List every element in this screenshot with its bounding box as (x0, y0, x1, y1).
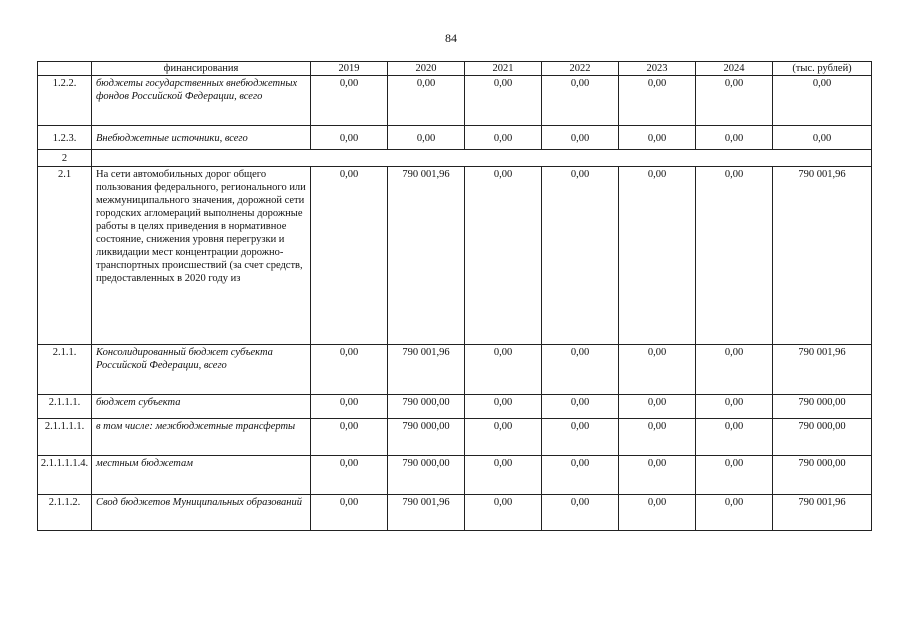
row-value-2020: 790 001,96 (388, 345, 465, 395)
row-value-2021: 0,00 (465, 456, 542, 495)
row-code: 1.2.2. (38, 76, 92, 126)
row-code: 2.1.1.2. (38, 495, 92, 531)
section-body (92, 150, 872, 167)
row-value-2024: 0,00 (696, 167, 773, 345)
header-source: финансирования (92, 62, 311, 76)
section-row (38, 150, 872, 167)
budget-table (37, 61, 872, 531)
row-value-2023: 0,00 (619, 345, 696, 395)
row-value-2024: 0,00 (696, 345, 773, 395)
row-value-2020: 790 000,00 (388, 456, 465, 495)
row-value-2022: 0,00 (542, 395, 619, 419)
header-year-2021: 2021 (465, 62, 542, 76)
row-name: бюджет субъекта (92, 395, 311, 419)
row-name: в том числе: межбюджетные трансферты (92, 419, 311, 456)
row-name: местным бюджетам (92, 456, 311, 495)
header-year-2024: 2024 (696, 62, 773, 76)
row-value-2020: 790 001,96 (388, 167, 465, 345)
table-row (38, 345, 872, 395)
table-row (38, 456, 872, 495)
header-year-2019: 2019 (311, 62, 388, 76)
row-value-2022: 0,00 (542, 456, 619, 495)
table-header-row (38, 62, 872, 76)
row-value-2021: 0,00 (465, 76, 542, 126)
row-total: 790 001,96 (773, 345, 872, 395)
row-value-2020: 0,00 (388, 126, 465, 150)
header-total: (тыс. рублей) (773, 62, 872, 76)
row-value-2019: 0,00 (311, 126, 388, 150)
row-total: 790 000,00 (773, 456, 872, 495)
row-value-2021: 0,00 (465, 495, 542, 531)
row-value-2024: 0,00 (696, 395, 773, 419)
row-name: Консолидированный бюджет субъекта Российской Федерации, всего (92, 345, 311, 395)
table-row (38, 419, 872, 456)
row-value-2024: 0,00 (696, 76, 773, 126)
row-value-2023: 0,00 (619, 167, 696, 345)
row-value-2022: 0,00 (542, 495, 619, 531)
table-row (38, 167, 872, 345)
row-name: Внебюджетные источники, всего (92, 126, 311, 150)
row-value-2020: 0,00 (388, 76, 465, 126)
row-value-2023: 0,00 (619, 456, 696, 495)
row-value-2024: 0,00 (696, 495, 773, 531)
row-value-2023: 0,00 (619, 395, 696, 419)
row-value-2022: 0,00 (542, 76, 619, 126)
section-code: 2 (38, 150, 92, 167)
row-total: 790 001,96 (773, 495, 872, 531)
row-name-text: На сети автомобильных дорог общего пользования федерального, регионального или межмуниципального значения, дорожной сети городских агломераций выполнены дорожные работы в целях приведения в нормативное состояние, снижения уровня перегрузки и ликвидации мест концентрации дорожно-транспортных происшествий (за счет средств, предоставленных в 2020 году из (96, 169, 306, 284)
row-value-2020: 790 000,00 (388, 419, 465, 456)
row-value-2021: 0,00 (465, 345, 542, 395)
row-name: бюджеты государственных внебюджетных фондов Российской Федерации, всего (92, 76, 311, 126)
row-code: 2.1.1.1. (38, 395, 92, 419)
row-total: 790 001,96 (773, 167, 872, 345)
header-code (38, 62, 92, 76)
row-code: 2.1.1. (38, 345, 92, 395)
row-value-2019: 0,00 (311, 419, 388, 456)
row-code: 1.2.3. (38, 126, 92, 150)
row-value-2022: 0,00 (542, 167, 619, 345)
row-total: 790 000,00 (773, 419, 872, 456)
row-value-2019: 0,00 (311, 76, 388, 126)
page-number: 84 (445, 31, 457, 45)
row-value-2023: 0,00 (619, 76, 696, 126)
row-value-2023: 0,00 (619, 419, 696, 456)
header-year-2023: 2023 (619, 62, 696, 76)
row-total: 0,00 (773, 126, 872, 150)
row-value-2022: 0,00 (542, 345, 619, 395)
row-value-2021: 0,00 (465, 167, 542, 345)
row-total: 0,00 (773, 76, 872, 126)
row-value-2021: 0,00 (465, 395, 542, 419)
row-name: Свод бюджетов Муниципальных образований (92, 495, 311, 531)
row-value-2019: 0,00 (311, 167, 388, 345)
row-value-2022: 0,00 (542, 419, 619, 456)
row-code: 2.1.1.1.1. (38, 419, 92, 456)
table-row (38, 395, 872, 419)
row-value-2024: 0,00 (696, 126, 773, 150)
row-total: 790 000,00 (773, 395, 872, 419)
row-value-2020: 790 000,00 (388, 395, 465, 419)
header-year-2022: 2022 (542, 62, 619, 76)
row-value-2021: 0,00 (465, 126, 542, 150)
row-value-2022: 0,00 (542, 126, 619, 150)
row-value-2024: 0,00 (696, 419, 773, 456)
row-value-2020: 790 001,96 (388, 495, 465, 531)
row-value-2019: 0,00 (311, 495, 388, 531)
row-value-2023: 0,00 (619, 495, 696, 531)
row-value-2019: 0,00 (311, 456, 388, 495)
header-year-2020: 2020 (388, 62, 465, 76)
row-code: 2.1.1.1.1.4. (38, 456, 92, 495)
row-value-2021: 0,00 (465, 419, 542, 456)
table-row (38, 495, 872, 531)
row-name (92, 167, 311, 345)
row-value-2019: 0,00 (311, 345, 388, 395)
table-row (38, 76, 872, 126)
row-value-2024: 0,00 (696, 456, 773, 495)
row-value-2023: 0,00 (619, 126, 696, 150)
row-code: 2.1 (38, 167, 92, 345)
row-value-2019: 0,00 (311, 395, 388, 419)
table-row (38, 126, 872, 150)
